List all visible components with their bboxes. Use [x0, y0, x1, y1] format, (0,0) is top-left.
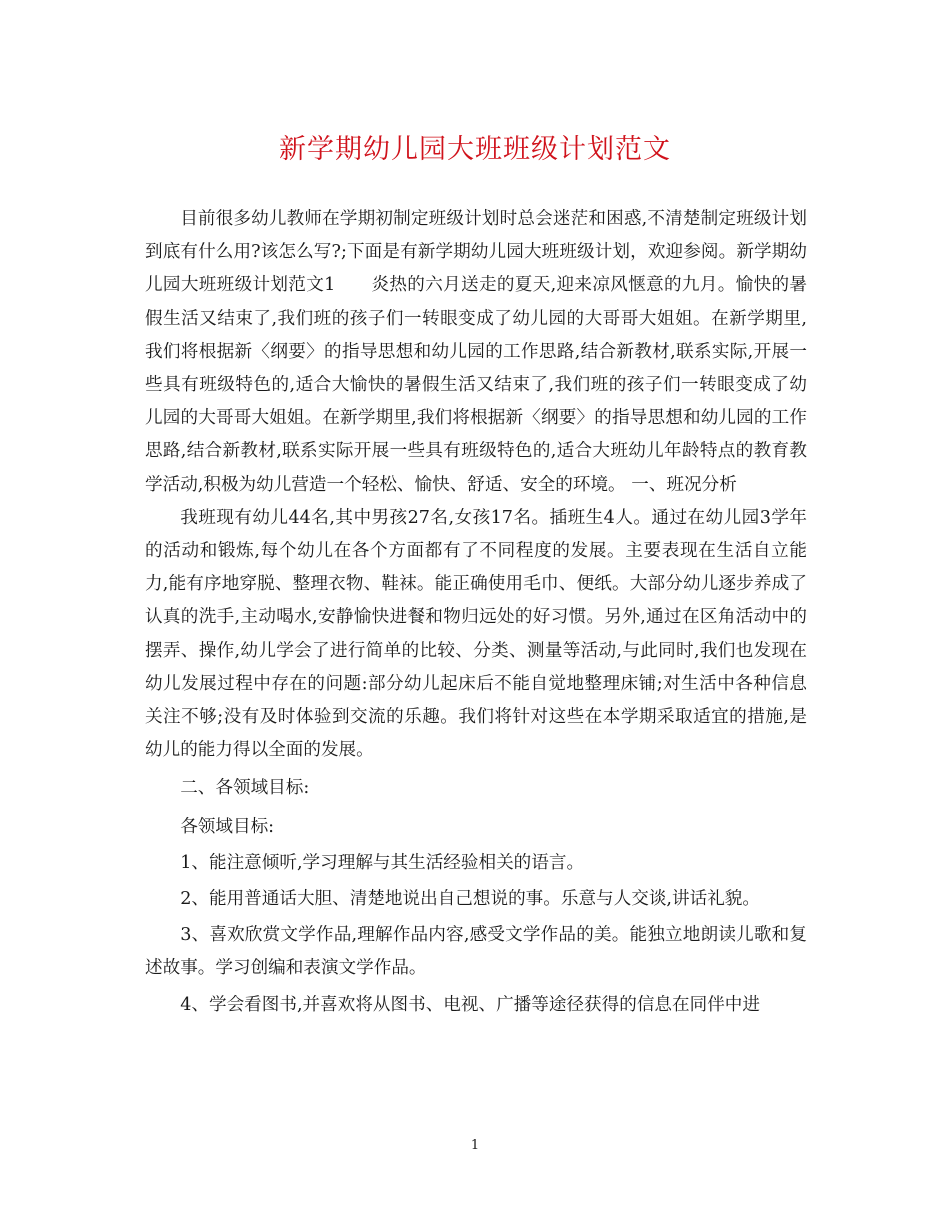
paragraph-goal-1: 1、能注意倾听,学习理解与其生活经验相关的语言。 [180, 852, 585, 873]
paragraph-goal-4: 4、学会看图书,并喜欢将从图书、电视、广播等途径获得的信息在同伴中进 [180, 994, 760, 1015]
page-number: 1 [470, 1138, 480, 1153]
paragraph-section-heading: 二、各领域目标: [180, 778, 310, 799]
paragraph-goal-2: 2、能用普通话大胆、清楚地说出自己想说的事。乐意与人交谈,讲话礼貌。 [180, 889, 760, 910]
paragraph-goal-3: 3、喜欢欣赏文学作品,理解作品内容,感受文学作品的美。能独立地朗读儿歌和复述故事。学习创编和表演文学作品。 [145, 925, 807, 979]
paragraph-intro: 目前很多幼儿教师在学期初制定班级计划时总会迷茫和困惑,不清楚制定班级计划到底有什么用?该怎么写?;下面是有新学期幼儿园大班班级计划，欢迎参阅。新学期幼儿园大班班级计划范文1 炎热的六月送走的夏天,迎来凉风惬意的九月。愉快的暑假生活又结束了,我们班的孩子们一转眼变成了幼儿园的大哥哥大姐姐。在新学期里,我们将根据新〈纲要〉的指导思想和幼儿园的工作思路,结合新教材,联系实际,开展一些具有班级特色的,适合大愉快的暑假生活又结束了,我们班的孩子们一转眼变成了幼儿园的大哥哥大姐姐。在新学期里,我们将根据新〈纲要〉的指导思想和幼儿园的工作思路,结合新教材,联系实际开展一些具有班级特色的,适合大班幼儿年龄特点的教育教学活动,积极为幼儿营造一个轻松、愉快、舒适、安全的环境。 一、班况分析 [145, 209, 807, 495]
document-body [145, 203, 807, 1022]
document-title: 新学期幼儿园大班班级计划范文 [279, 134, 671, 165]
paragraph-subheading: 各领域目标: [180, 816, 275, 837]
paragraph-class-analysis: 我班现有幼儿44名,其中男孩27名,女孩17名。插班生4人。通过在幼儿园3学年的活动和锻炼,每个幼儿在各个方面都有了不同程度的发展。主要表现在生活自立能力,能有序地穿脱、整理衣物、鞋袜。能正确使用毛巾、便纸。大部分幼儿逐步养成了认真的洗手,主动喝水,安静愉快进餐和物归远处的好习惯。另外,通过在区角活动中的摆弄、操作,幼儿学会了进行简单的比较、分类、测量等活动,与此同时,我们也发现在幼儿发展过程中存在的问题:部分幼儿起床后不能自觉地整理床铺;对生活中各种信息关注不够;没有及时体验到交流的乐趣。我们将针对这些在本学期采取适宜的措施,是幼儿的能力得以全面的发展。 [145, 507, 807, 761]
